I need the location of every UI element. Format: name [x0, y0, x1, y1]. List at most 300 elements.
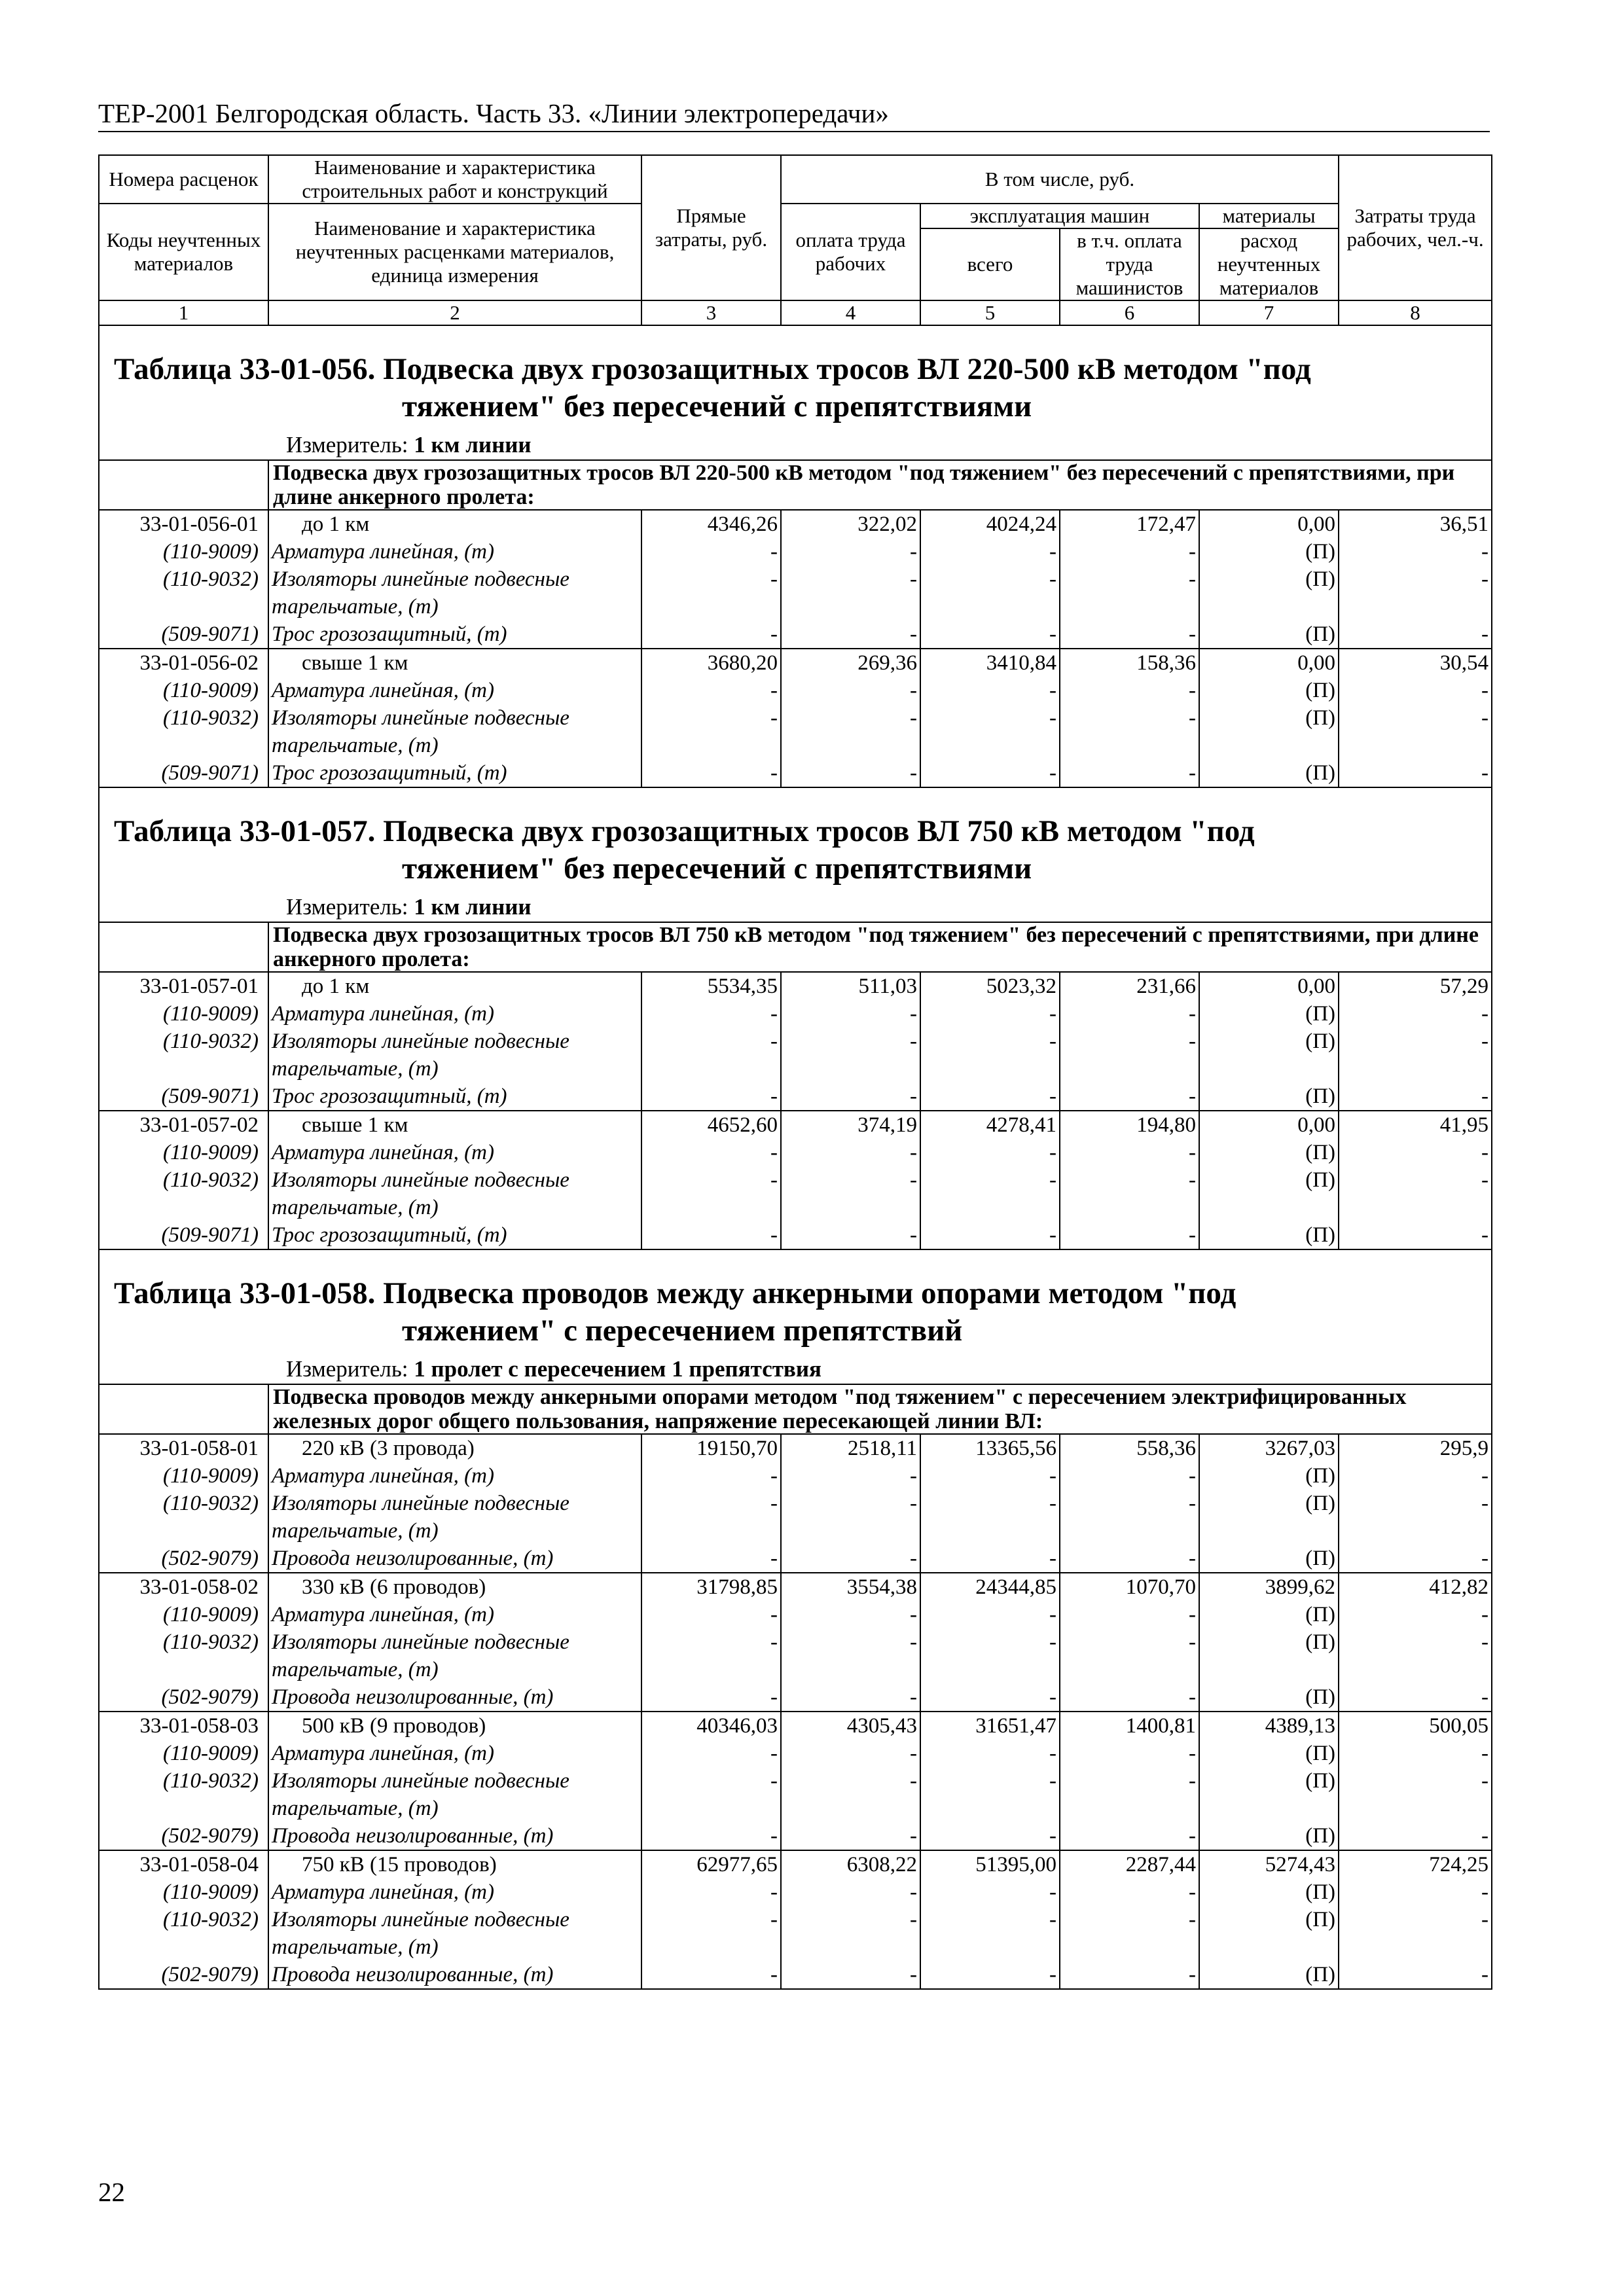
material-name: Трос грозозащитный, (т) — [268, 759, 641, 787]
material-value: - — [781, 1628, 920, 1683]
material-value: - — [641, 1767, 781, 1822]
rate-value: 500,05 — [1339, 1712, 1492, 1740]
rate-value: 0,00 — [1199, 510, 1339, 538]
material-name: Арматура линейная, (т) — [268, 1462, 641, 1490]
material-value: - — [920, 1221, 1060, 1249]
rate-code: 33-01-057-01 — [99, 972, 268, 1000]
material-code: (502-9079) — [99, 1683, 268, 1712]
rate-name: свыше 1 км — [268, 649, 641, 677]
material-value: - — [641, 538, 781, 565]
rate-value: 6308,22 — [781, 1850, 920, 1878]
price-table-container — [98, 154, 1491, 1990]
rate-row — [99, 1712, 1492, 1740]
material-code: (110-9009) — [99, 1462, 268, 1490]
material-row — [99, 1000, 1492, 1028]
meter-label: Измеритель: — [286, 1356, 408, 1382]
material-value: - — [1060, 1166, 1199, 1221]
rate-value: 13365,56 — [920, 1434, 1060, 1462]
material-value: - — [781, 1028, 920, 1083]
material-value: - — [1060, 620, 1199, 649]
material-value: - — [641, 1490, 781, 1545]
rate-value: 0,00 — [1199, 1111, 1339, 1139]
section-title-line1: Таблица 33-01-056. Подвеска двух грозозащитных тросов ВЛ 220-500 кВ методом "под — [114, 352, 1311, 386]
material-value: - — [920, 1767, 1060, 1822]
material-name: Изоляторы линейные подвесные тарельчатые, (т) — [268, 565, 641, 620]
rate-value: 19150,70 — [641, 1434, 781, 1462]
rate-code: 33-01-058-02 — [99, 1573, 268, 1601]
material-code: (110-9009) — [99, 1878, 268, 1906]
material-value: (П) — [1199, 1740, 1339, 1767]
material-value: - — [781, 1000, 920, 1028]
rate-name: до 1 км — [268, 510, 641, 538]
material-value: - — [920, 1683, 1060, 1712]
material-row — [99, 1822, 1492, 1850]
material-row — [99, 1166, 1492, 1221]
material-value: - — [1060, 1767, 1199, 1822]
column-number: 7 — [1199, 300, 1339, 325]
rate-value: 5534,35 — [641, 972, 781, 1000]
material-name: Трос грозозащитный, (т) — [268, 1083, 641, 1111]
material-value: - — [920, 1906, 1060, 1961]
material-name: Арматура линейная, (т) — [268, 1139, 641, 1166]
material-code: (110-9009) — [99, 1000, 268, 1028]
material-value: - — [781, 620, 920, 649]
rate-value: 4305,43 — [781, 1712, 920, 1740]
material-value: - — [1339, 1906, 1492, 1961]
table-section-title — [99, 787, 1492, 922]
col1-header-bottom: Коды неучтенных материалов — [99, 204, 268, 300]
material-code: (110-9009) — [99, 1139, 268, 1166]
material-value: - — [641, 1462, 781, 1490]
meter-label: Измеритель: — [286, 432, 408, 457]
column-number: 5 — [920, 300, 1060, 325]
material-row — [99, 1906, 1492, 1961]
material-value: - — [781, 759, 920, 787]
material-name: Изоляторы линейные подвесные тарельчатые, (т) — [268, 1028, 641, 1083]
rate-value: 194,80 — [1060, 1111, 1199, 1139]
material-value: - — [1339, 1601, 1492, 1628]
material-name: Провода неизолированные, (т) — [268, 1545, 641, 1573]
table-section-title — [99, 1249, 1492, 1384]
material-value: - — [1339, 704, 1492, 759]
material-value: - — [641, 1878, 781, 1906]
rate-value: 31798,85 — [641, 1573, 781, 1601]
material-value: - — [1339, 1822, 1492, 1850]
material-row — [99, 538, 1492, 565]
material-value: - — [781, 1166, 920, 1221]
material-code: (502-9079) — [99, 1961, 268, 1989]
material-value: - — [1060, 565, 1199, 620]
rate-name: 220 кВ (3 провода) — [268, 1434, 641, 1462]
meter-value: 1 км линии — [414, 432, 532, 457]
material-name: Изоляторы линейные подвесные тарельчатые, (т) — [268, 1906, 641, 1961]
rate-value: 4278,41 — [920, 1111, 1060, 1139]
material-code: (509-9071) — [99, 620, 268, 649]
material-name: Трос грозозащитный, (т) — [268, 620, 641, 649]
rate-value: 172,47 — [1060, 510, 1199, 538]
rate-code: 33-01-058-04 — [99, 1850, 268, 1878]
machines-header: эксплуатация машин — [920, 204, 1199, 228]
material-value: - — [641, 1221, 781, 1249]
material-row — [99, 1683, 1492, 1712]
material-value: (П) — [1199, 1221, 1339, 1249]
header-row-1 — [99, 155, 1492, 204]
material-value: - — [641, 1028, 781, 1083]
rate-code: 33-01-056-01 — [99, 510, 268, 538]
rate-value: 412,82 — [1339, 1573, 1492, 1601]
material-code: (502-9079) — [99, 1822, 268, 1850]
table-section-title-row — [99, 1249, 1492, 1384]
material-code: (110-9032) — [99, 1628, 268, 1683]
column-number-row — [99, 300, 1492, 325]
material-name: Арматура линейная, (т) — [268, 1878, 641, 1906]
material-value: - — [1060, 1139, 1199, 1166]
price-table — [98, 154, 1492, 1990]
col8-header: Затраты труда рабочих, чел.-ч. — [1339, 155, 1492, 300]
rate-value: 0,00 — [1199, 972, 1339, 1000]
section-meter — [99, 893, 1491, 922]
material-code: (110-9032) — [99, 1767, 268, 1822]
section-title-line1: Таблица 33-01-058. Подвеска проводов между анкерными опорами методом "под — [114, 1276, 1236, 1310]
col5-header: всего — [920, 228, 1060, 300]
material-value: - — [1060, 677, 1199, 704]
rate-value: 3267,03 — [1199, 1434, 1339, 1462]
rate-value: 30,54 — [1339, 649, 1492, 677]
material-code: (110-9009) — [99, 1740, 268, 1767]
material-value: - — [641, 1166, 781, 1221]
material-value: - — [1060, 1628, 1199, 1683]
material-code: (509-9071) — [99, 1083, 268, 1111]
rate-row — [99, 510, 1492, 538]
rate-value: 3554,38 — [781, 1573, 920, 1601]
material-value: - — [1339, 1683, 1492, 1712]
work-description: Подвеска двух грозозащитных тросов ВЛ 220-500 кВ методом "под тяжением" без пересечений с препятствиями, при длине анкерного пролета: — [268, 460, 1492, 510]
material-value: (П) — [1199, 1083, 1339, 1111]
material-name: Провода неизолированные, (т) — [268, 1683, 641, 1712]
material-value: - — [641, 1683, 781, 1712]
material-code: (110-9009) — [99, 1601, 268, 1628]
rate-row — [99, 1111, 1492, 1139]
material-value: - — [781, 1683, 920, 1712]
material-row — [99, 1601, 1492, 1628]
col4-header: оплата труда рабочих — [781, 204, 920, 300]
material-value: - — [920, 1822, 1060, 1850]
material-code: (110-9032) — [99, 1166, 268, 1221]
section-title-line2: тяжением" без пересечений с препятствиями — [402, 852, 1032, 886]
rate-value: 51395,00 — [920, 1850, 1060, 1878]
material-row — [99, 1083, 1492, 1111]
material-value: (П) — [1199, 1139, 1339, 1166]
table-section-title — [99, 325, 1492, 460]
material-value: - — [920, 759, 1060, 787]
material-value: (П) — [1199, 538, 1339, 565]
material-value: - — [920, 1740, 1060, 1767]
material-value: - — [1060, 1906, 1199, 1961]
material-value: (П) — [1199, 1601, 1339, 1628]
material-value: - — [1060, 759, 1199, 787]
table-section-title-row — [99, 787, 1492, 922]
section-meter — [99, 431, 1491, 459]
material-value: - — [641, 704, 781, 759]
material-value: - — [1060, 1083, 1199, 1111]
material-value: - — [641, 1545, 781, 1573]
material-value: (П) — [1199, 1628, 1339, 1683]
material-code: (509-9071) — [99, 1221, 268, 1249]
material-value: - — [781, 1906, 920, 1961]
page-header: ТЕР-2001 Белгородская область. Часть 33. «Линии электропередачи» — [98, 97, 1490, 132]
material-value: (П) — [1199, 1166, 1339, 1221]
material-row — [99, 565, 1492, 620]
material-code: (110-9009) — [99, 677, 268, 704]
material-value: - — [920, 677, 1060, 704]
rate-code: 33-01-057-02 — [99, 1111, 268, 1139]
rate-row — [99, 1573, 1492, 1601]
material-value: - — [781, 1878, 920, 1906]
material-code: (110-9032) — [99, 565, 268, 620]
material-value: - — [920, 1490, 1060, 1545]
rate-value: 3899,62 — [1199, 1573, 1339, 1601]
rate-value: 4389,13 — [1199, 1712, 1339, 1740]
material-value: - — [920, 1545, 1060, 1573]
material-row — [99, 1767, 1492, 1822]
material-value: - — [1339, 677, 1492, 704]
material-value: (П) — [1199, 1878, 1339, 1906]
rate-value: 558,36 — [1060, 1434, 1199, 1462]
material-value: - — [1060, 1740, 1199, 1767]
material-value: (П) — [1199, 1028, 1339, 1083]
material-value: - — [781, 565, 920, 620]
material-value: - — [781, 1083, 920, 1111]
material-value: (П) — [1199, 677, 1339, 704]
material-value: - — [1339, 1462, 1492, 1490]
column-number: 8 — [1339, 300, 1492, 325]
table-description-row — [99, 922, 1492, 972]
rate-value: 5023,32 — [920, 972, 1060, 1000]
rate-row — [99, 649, 1492, 677]
material-row — [99, 704, 1492, 759]
material-value: - — [920, 1462, 1060, 1490]
material-value: (П) — [1199, 1961, 1339, 1989]
material-name: Изоляторы линейные подвесные тарельчатые, (т) — [268, 704, 641, 759]
rate-value: 1070,70 — [1060, 1573, 1199, 1601]
rate-name: 500 кВ (9 проводов) — [268, 1712, 641, 1740]
rate-code: 33-01-056-02 — [99, 649, 268, 677]
rate-value: 1400,81 — [1060, 1712, 1199, 1740]
rate-value: 24344,85 — [920, 1573, 1060, 1601]
material-value: - — [781, 1545, 920, 1573]
material-value: - — [641, 1139, 781, 1166]
material-value: - — [781, 1462, 920, 1490]
material-value: - — [641, 1083, 781, 1111]
material-value: - — [1060, 1221, 1199, 1249]
material-value: - — [641, 1906, 781, 1961]
material-value: - — [781, 1767, 920, 1822]
rate-value: 322,02 — [781, 510, 920, 538]
material-value: - — [781, 1961, 920, 1989]
material-value: - — [641, 565, 781, 620]
rate-value: 2287,44 — [1060, 1850, 1199, 1878]
material-code: (502-9079) — [99, 1545, 268, 1573]
column-number: 3 — [641, 300, 781, 325]
rate-value: 36,51 — [1339, 510, 1492, 538]
material-name: Арматура линейная, (т) — [268, 1601, 641, 1628]
material-value: - — [920, 1166, 1060, 1221]
material-value: - — [641, 1601, 781, 1628]
rate-value: 3410,84 — [920, 649, 1060, 677]
description-spacer — [99, 922, 268, 972]
material-row — [99, 677, 1492, 704]
material-value: (П) — [1199, 1822, 1339, 1850]
material-value: - — [1339, 1000, 1492, 1028]
section-title — [99, 813, 1491, 888]
material-value: - — [641, 620, 781, 649]
material-name: Арматура линейная, (т) — [268, 1740, 641, 1767]
rate-code: 33-01-058-03 — [99, 1712, 268, 1740]
material-value: - — [920, 620, 1060, 649]
meter-value: 1 км линии — [414, 894, 532, 920]
material-name: Провода неизолированные, (т) — [268, 1822, 641, 1850]
material-value: (П) — [1199, 1462, 1339, 1490]
rate-code: 33-01-058-01 — [99, 1434, 268, 1462]
material-value: - — [920, 1961, 1060, 1989]
material-code: (110-9032) — [99, 704, 268, 759]
material-value: - — [920, 1878, 1060, 1906]
material-value: - — [1339, 1221, 1492, 1249]
material-value: - — [920, 1601, 1060, 1628]
col7-header: расход неучтенных материалов — [1199, 228, 1339, 300]
col1-header-top: Номера расценок — [99, 155, 268, 204]
material-value: - — [1060, 1683, 1199, 1712]
meter-value: 1 пролет с пересечением 1 препятствия — [414, 1356, 821, 1382]
rate-row — [99, 1434, 1492, 1462]
material-value: - — [1339, 1083, 1492, 1111]
material-value: - — [1339, 1028, 1492, 1083]
material-row — [99, 1878, 1492, 1906]
material-value: - — [781, 1740, 920, 1767]
material-name: Арматура линейная, (т) — [268, 538, 641, 565]
rate-value: 2518,11 — [781, 1434, 920, 1462]
material-name: Провода неизолированные, (т) — [268, 1961, 641, 1989]
material-value: - — [920, 1028, 1060, 1083]
material-value: (П) — [1199, 704, 1339, 759]
section-title-line2: тяжением" без пересечений с препятствиями — [402, 389, 1032, 423]
material-value: - — [1339, 538, 1492, 565]
material-value: - — [1060, 1822, 1199, 1850]
material-value: - — [781, 677, 920, 704]
rate-value: 62977,65 — [641, 1850, 781, 1878]
table-section-title-row — [99, 325, 1492, 460]
rate-value: 4346,26 — [641, 510, 781, 538]
material-value: - — [781, 1490, 920, 1545]
material-code: (509-9071) — [99, 759, 268, 787]
material-value: - — [641, 677, 781, 704]
rate-name: 330 кВ (6 проводов) — [268, 1573, 641, 1601]
description-spacer — [99, 1384, 268, 1434]
material-value: - — [1060, 1878, 1199, 1906]
material-name: Изоляторы линейные подвесные тарельчатые, (т) — [268, 1628, 641, 1683]
material-value: - — [1339, 620, 1492, 649]
rate-name: свыше 1 км — [268, 1111, 641, 1139]
table-description-row — [99, 1384, 1492, 1434]
rate-value: 231,66 — [1060, 972, 1199, 1000]
material-value: - — [1339, 1961, 1492, 1989]
material-value: - — [920, 1628, 1060, 1683]
rate-value: 724,25 — [1339, 1850, 1492, 1878]
material-row — [99, 1740, 1492, 1767]
material-value: - — [1060, 1462, 1199, 1490]
material-value: (П) — [1199, 1545, 1339, 1573]
material-value: - — [781, 704, 920, 759]
column-number: 2 — [268, 300, 641, 325]
material-value: (П) — [1199, 1767, 1339, 1822]
rate-value: 4652,60 — [641, 1111, 781, 1139]
page-number: 22 — [98, 2177, 125, 2207]
rate-name: до 1 км — [268, 972, 641, 1000]
rate-value: 31651,47 — [920, 1712, 1060, 1740]
material-value: - — [1060, 538, 1199, 565]
section-title-line1: Таблица 33-01-057. Подвеска двух грозозащитных тросов ВЛ 750 кВ методом "под — [114, 814, 1255, 848]
work-description: Подвеска проводов между анкерными опорами методом "под тяжением" с пересечением электрифицированных железных дорог общего пользования, напряжение пересекающей линии ВЛ: — [268, 1384, 1492, 1434]
material-value: - — [1339, 1545, 1492, 1573]
rate-value: 374,19 — [781, 1111, 920, 1139]
rate-name: 750 кВ (15 проводов) — [268, 1850, 641, 1878]
material-value: - — [641, 759, 781, 787]
table-description-row — [99, 460, 1492, 510]
material-value: - — [1060, 1601, 1199, 1628]
col6-header: в т.ч. оплата труда машинистов — [1060, 228, 1199, 300]
material-name: Трос грозозащитный, (т) — [268, 1221, 641, 1249]
material-value: (П) — [1199, 759, 1339, 787]
material-value: - — [920, 1083, 1060, 1111]
material-row — [99, 1221, 1492, 1249]
rate-value: 158,36 — [1060, 649, 1199, 677]
material-value: - — [1339, 1740, 1492, 1767]
material-value: - — [920, 1139, 1060, 1166]
column-number: 6 — [1060, 300, 1199, 325]
material-code: (110-9009) — [99, 538, 268, 565]
material-row — [99, 1545, 1492, 1573]
material-name: Изоляторы линейные подвесные тарельчатые, (т) — [268, 1490, 641, 1545]
rate-value: 40346,03 — [641, 1712, 781, 1740]
material-value: (П) — [1199, 1906, 1339, 1961]
col2-header-top: Наименование и характеристика строительных работ и конструкций — [268, 155, 641, 204]
material-code: (110-9032) — [99, 1906, 268, 1961]
material-value: (П) — [1199, 565, 1339, 620]
material-value: - — [1060, 1961, 1199, 1989]
rate-value: 0,00 — [1199, 649, 1339, 677]
col3-header: Прямые затраты, руб. — [641, 155, 781, 300]
meter-label: Измеритель: — [286, 894, 408, 920]
rate-value: 57,29 — [1339, 972, 1492, 1000]
material-name: Арматура линейная, (т) — [268, 677, 641, 704]
rate-value: 269,36 — [781, 649, 920, 677]
material-value: - — [641, 1740, 781, 1767]
material-value: - — [781, 538, 920, 565]
rate-row — [99, 972, 1492, 1000]
rate-value: 41,95 — [1339, 1111, 1492, 1139]
included-header: В том числе, руб. — [781, 155, 1339, 204]
column-number: 4 — [781, 300, 920, 325]
description-spacer — [99, 460, 268, 510]
material-value: - — [641, 1628, 781, 1683]
rate-value: 4024,24 — [920, 510, 1060, 538]
material-value: - — [641, 1961, 781, 1989]
material-value: - — [1060, 1000, 1199, 1028]
section-title-line2: тяжением" с пересечением препятствий — [402, 1314, 963, 1348]
material-row — [99, 1139, 1492, 1166]
material-row — [99, 1028, 1492, 1083]
material-value: - — [1339, 1166, 1492, 1221]
